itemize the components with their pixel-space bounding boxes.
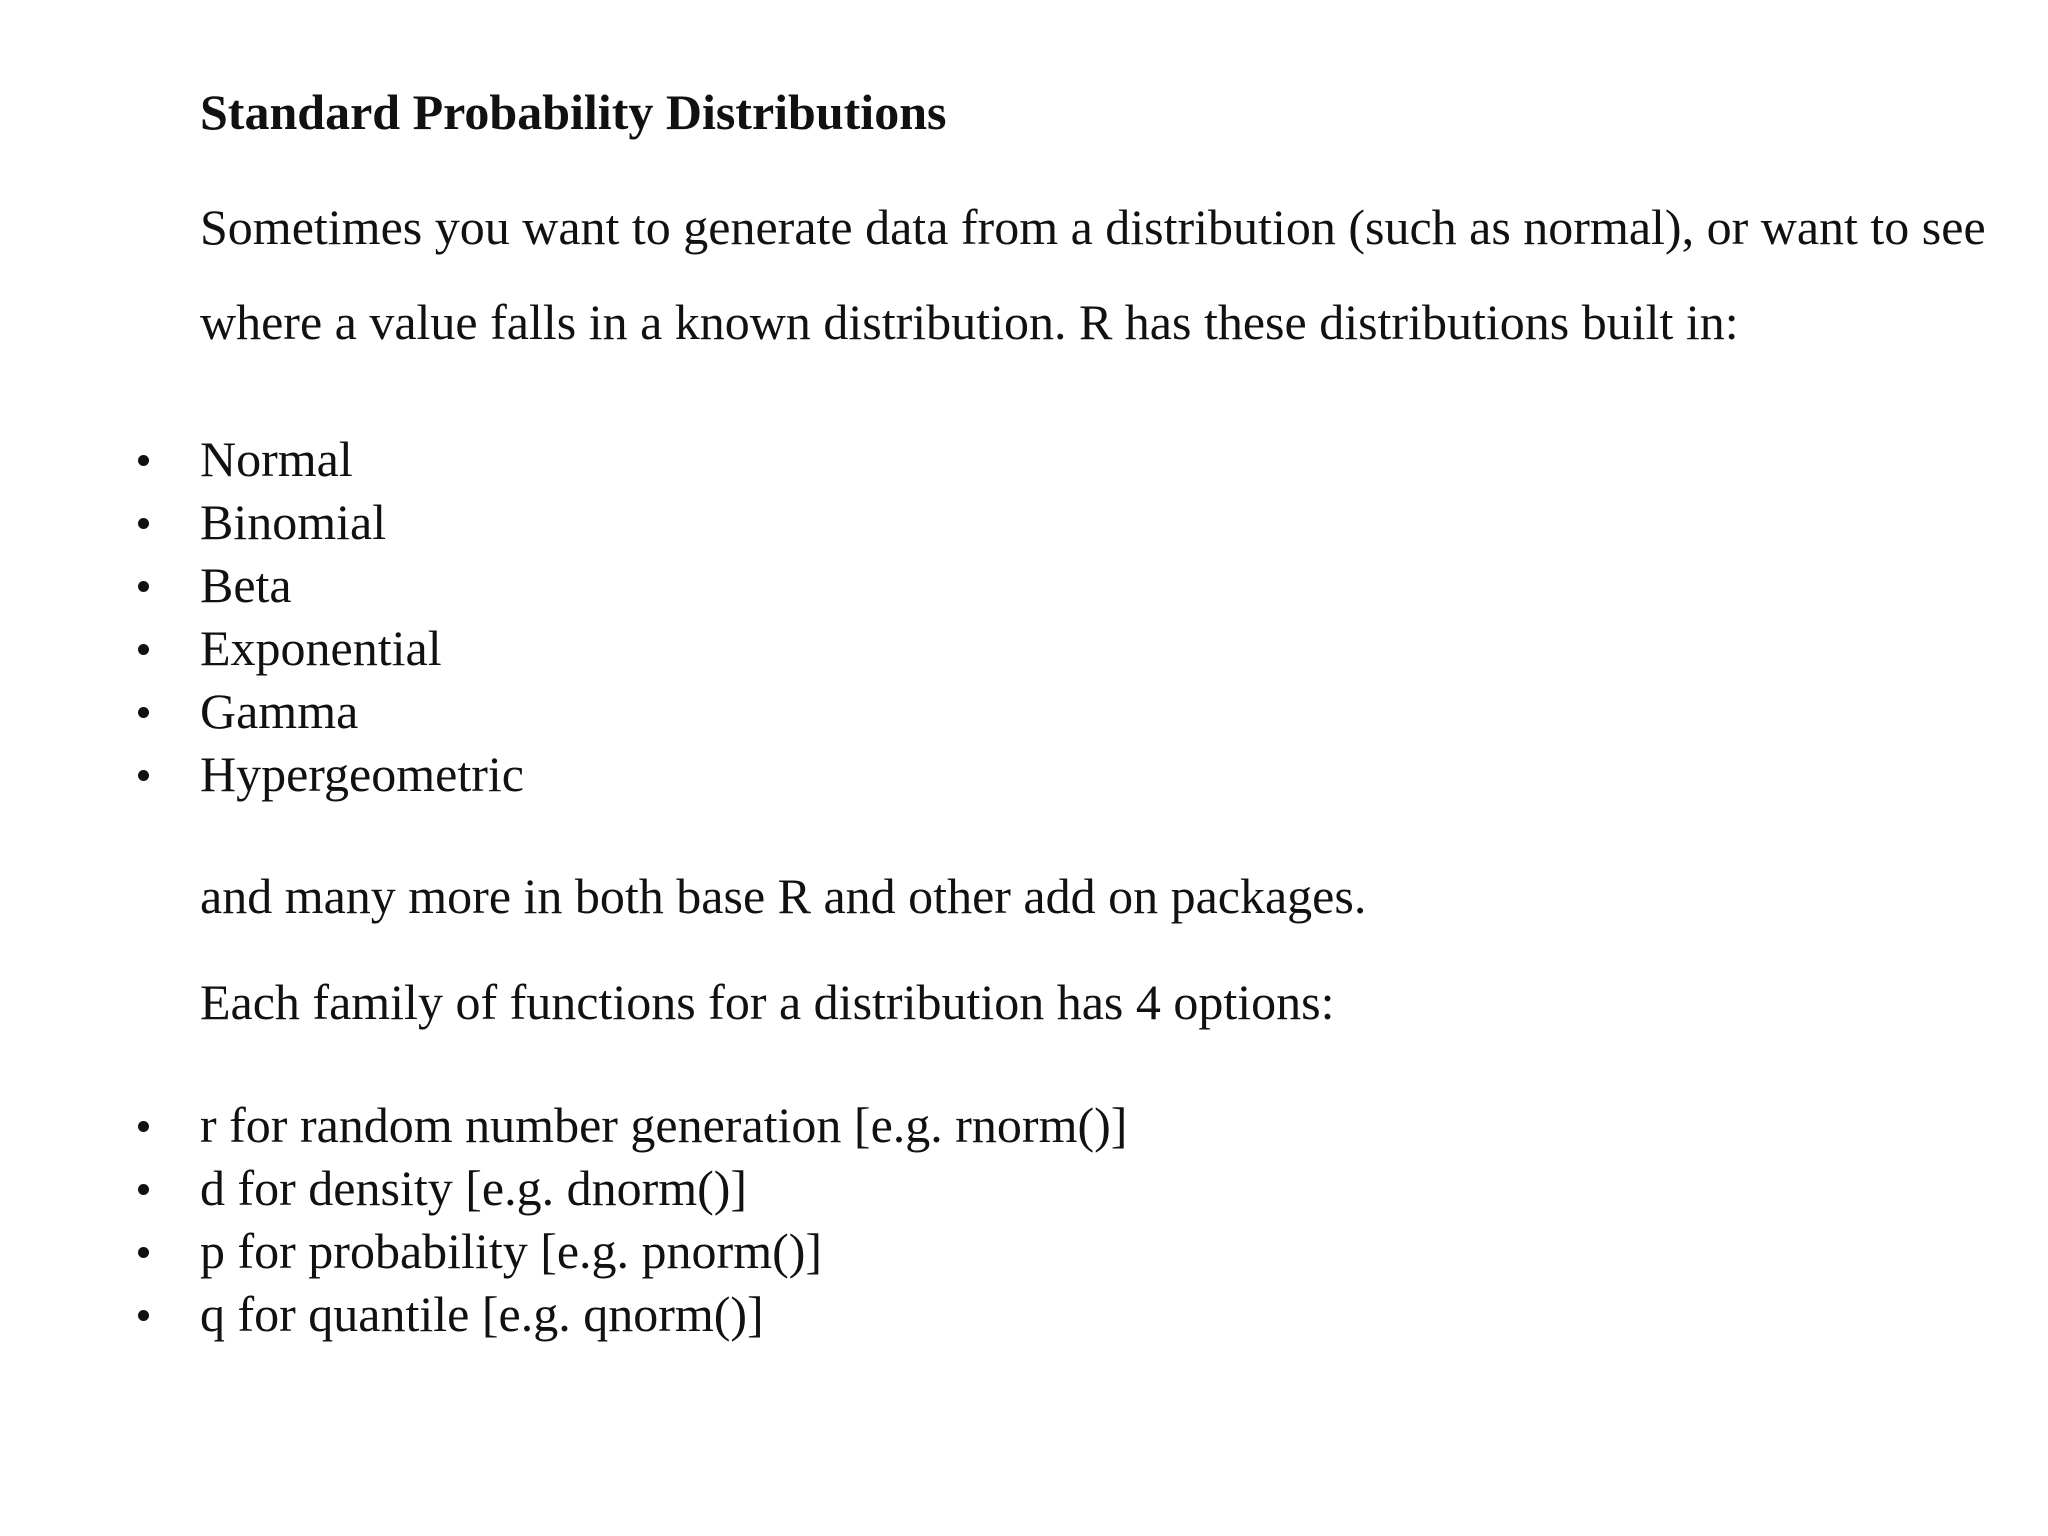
list-item [0, 680, 524, 743]
distribution-name: Hypergeometric [200, 746, 524, 802]
bullet-icon [138, 770, 149, 781]
page-title: Standard Probability Distributions [200, 84, 947, 140]
list-item [0, 554, 524, 617]
distribution-name: Exponential [200, 620, 442, 676]
bullet-icon [138, 644, 149, 655]
list-item [0, 1094, 1127, 1157]
bullet-icon [138, 1184, 149, 1195]
intro-paragraph [200, 180, 1986, 370]
distribution-name: Binomial [200, 494, 387, 550]
intro-line: Sometimes you want to generate data from a distribution (such as normal), or want to see [200, 199, 1986, 255]
more-distributions-note: and many more in both base R and other add on packages. [200, 868, 1367, 924]
distribution-name: Normal [200, 431, 353, 487]
list-item [0, 491, 524, 554]
intro-line: where a value falls in a known distribution. R has these distributions built in: [200, 294, 1739, 350]
function-option: r for random number generation [e.g. rnorm()] [200, 1097, 1128, 1153]
list-item [0, 1157, 1127, 1220]
list-item [0, 1283, 1127, 1346]
function-option: d for density [e.g. dnorm()] [200, 1160, 748, 1216]
distribution-name: Beta [200, 557, 292, 613]
list-item [0, 1220, 1127, 1283]
list-item [0, 743, 524, 806]
bullet-icon [138, 455, 149, 466]
bullet-icon [138, 518, 149, 529]
bullet-icon [138, 1247, 149, 1258]
list-item [0, 617, 524, 680]
function-options-list [0, 1094, 1127, 1346]
function-option: q for quantile [e.g. qnorm()] [200, 1286, 764, 1342]
list-item [0, 428, 524, 491]
bullet-icon [138, 707, 149, 718]
distribution-list [0, 428, 524, 806]
bullet-icon [138, 581, 149, 592]
bullet-icon [138, 1310, 149, 1321]
distribution-name: Gamma [200, 683, 359, 739]
bullet-icon [138, 1121, 149, 1132]
function-family-intro: Each family of functions for a distribution has 4 options: [200, 974, 1335, 1030]
function-option: p for probability [e.g. pnorm()] [200, 1223, 823, 1279]
